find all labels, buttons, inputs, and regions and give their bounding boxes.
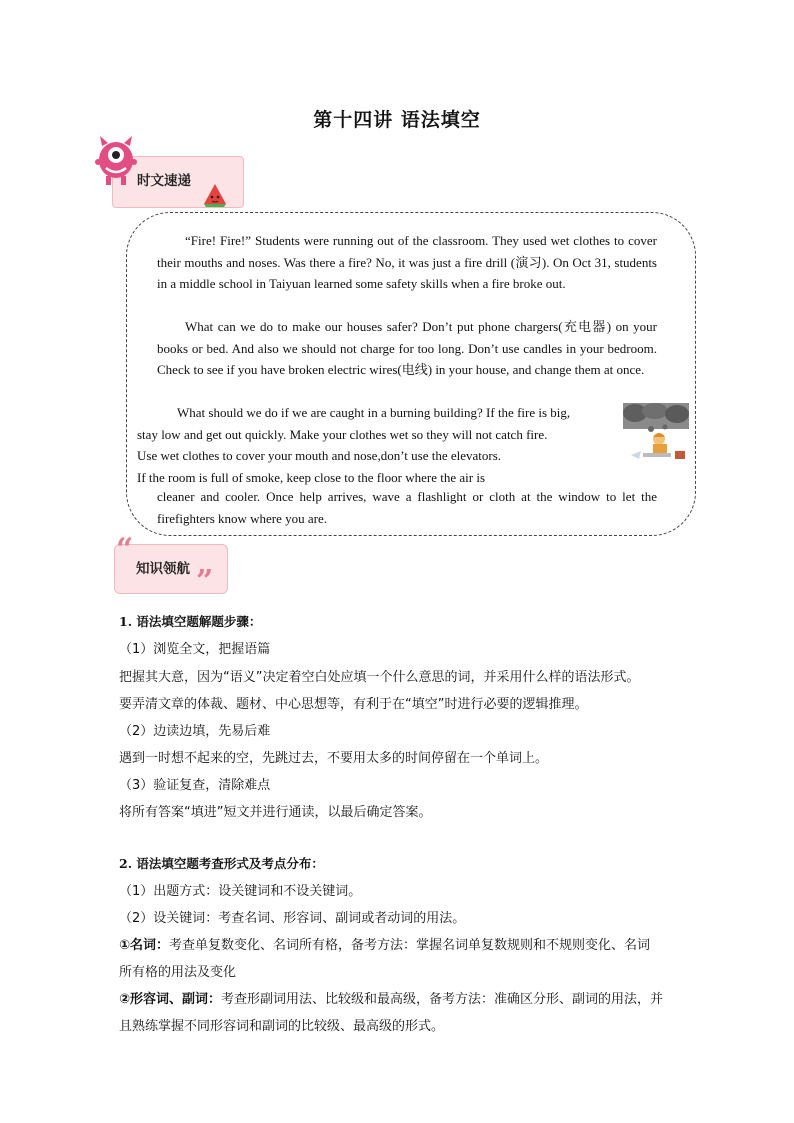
fire-escape-illustration [623, 403, 689, 463]
step-2-text: 遇到一时想不起来的空，先跳过去，不要用太多的时间停留在一个单词上。 [119, 751, 549, 766]
noun-text-b: 所有格的用法及变化 [119, 965, 237, 980]
section-badge-news [94, 132, 244, 212]
step-1-text-2: 要弄清文章的体裁、题材、中心思想等，有利于在“填空”时进行必要的逻辑推理。 [119, 697, 588, 712]
form-1: （1）出题方式：设关键词和不设关键词。 [119, 884, 362, 899]
heading-steps: 1. 语法填空题解题步骤： [119, 614, 262, 629]
knowledge-content [119, 606, 679, 1046]
noun-point [119, 934, 650, 953]
reading-p3-line-3: Use wet clothes to cover your mouth and nose,don’t use the elevators. [137, 448, 502, 463]
monster-icon [94, 132, 138, 188]
section-label-news: 时文速递 [137, 173, 191, 189]
reading-passage-box [126, 212, 696, 536]
open-quote-icon: “ [116, 532, 134, 567]
adj-adv-head: ②形容词、副词： [119, 992, 222, 1007]
section-badge-knowledge [110, 532, 230, 599]
reading-paragraph-3 [137, 402, 607, 488]
page-title: 第十四讲 语法填空 [313, 109, 481, 131]
adj-adv-point [119, 988, 663, 1007]
adj-adv-text-b: 且熟练掌握不同形容词和副词的比较级、最高级的形式。 [119, 1019, 445, 1034]
reading-p3-line-4: If the room is full of smoke, keep close to the floor where the air is [137, 469, 486, 485]
adj-adv-text-a: 考查形副词用法、比较级和最高级，备考方法：准确区分形、副词的用法，并 [221, 992, 664, 1007]
step-2-title: （2）边读边填，先易后难 [119, 724, 271, 739]
reading-paragraph-2: What can we do to make our houses safer? Don’t put phone chargers(充电器) on your books or bed. And also we should not charge for too long. Don’t use candles in your bedroom. Check to see if you have broken electric wires(电线) in your house, and change them at once. [157, 319, 657, 377]
reading-p3-line-2: stay low and get out quickly. Make your clothes wet so they will not catch fire. [137, 426, 548, 442]
section-label-knowledge: 知识领航 [136, 561, 190, 577]
step-1-text-1: 把握其大意，因为“语义”决定着空白处应填一个什么意思的词，并采用什么样的语法形式。 [119, 670, 640, 685]
noun-head: ①名词： [119, 938, 170, 953]
reading-paragraph-1: “Fire! Fire!” Students were running out of the classroom. They used wet clothes to cover their mouths and noses. Was there a fire? No, it was just a fire drill (演习). On Oct 31, students in a middle school in Taiyuan learned some safety skills when a fire broke out. [157, 233, 657, 291]
step-3-title: （3）验证复查，清除难点 [119, 778, 271, 793]
reading-paragraph-3-end: cleaner and cooler. Once help arrives, wave a flashlight or cloth at the window to let the firefighters know where you are. [157, 489, 657, 526]
reading-p3-line-1: What should we do if we are caught in a burning building? If the fire is big, [177, 405, 571, 420]
noun-text-a: 考查单复数变化、名词所有格，备考方法：掌握名词单复数规则和不规则变化、名词 [169, 938, 651, 953]
close-quote-icon: ” [196, 564, 214, 599]
heading-forms: 2. 语法填空题考查形式及考点分布： [119, 856, 324, 871]
watermelon-icon [202, 182, 228, 208]
step-3-text: 将所有答案“填进”短文并进行通读，以最后确定答案。 [119, 805, 432, 820]
form-2: （2）设关键词：考查名词、形容词、副词或者动词的用法。 [119, 911, 466, 926]
step-1-title: （1）浏览全文，把握语篇 [119, 642, 271, 657]
